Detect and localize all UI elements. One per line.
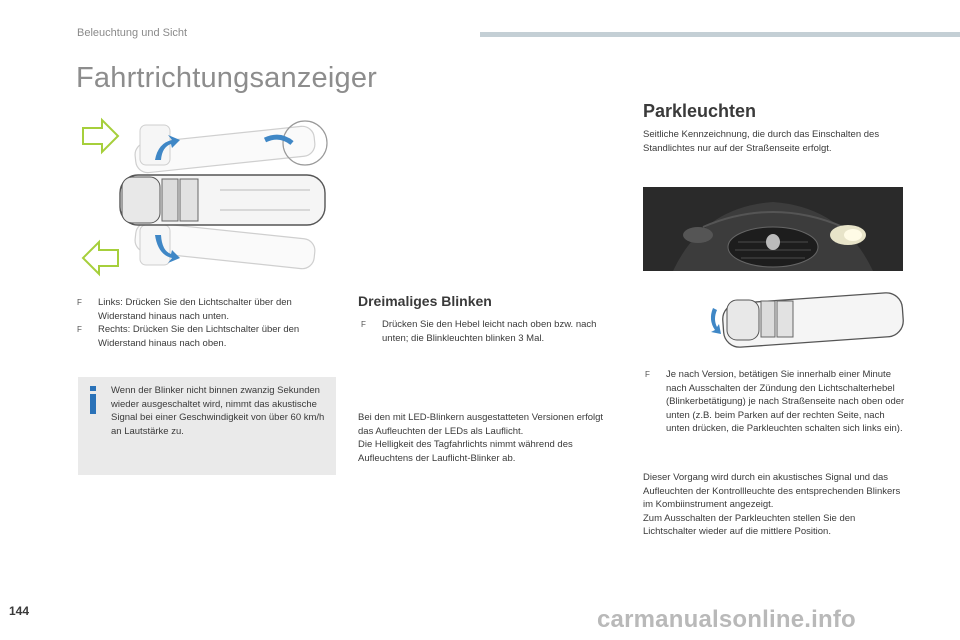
parkleuchten-intro: Seitliche Kennzeichnung, die durch das Einschalten des Standlichtes nur auf der Straßenseite erfolgt.	[643, 129, 880, 154]
list-item: F Rechts: Drücken Sie den Lichtschalter über den Widerstand hinaus nach oben.	[77, 324, 300, 349]
dreimal-bullets	[361, 318, 606, 345]
led-paragraph	[358, 411, 613, 465]
watermark: carmanualsonline.info	[597, 606, 856, 633]
list-item: F Drücken Sie den Hebel leicht nach oben bzw. nach unten; die Blinkleuchten blinken 3 Mal.	[361, 319, 597, 344]
stalk-main	[120, 175, 325, 225]
turn-signal-bullets	[77, 296, 337, 350]
parkleuchten-paragraph-1: Dieser Vorgang wird durch ein akustisches Signal und das Aufleuchten der Kontrollleuchte des entsprechenden Blinkers im Kombiinstrument angezeigt.	[643, 472, 901, 510]
right-arrow-icon	[83, 120, 118, 152]
info-icon	[86, 386, 100, 414]
info-text: Wenn der Blinker nicht binnen zwanzig Sekunden wieder ausgeschaltet wird, nimmt das akustische Signal bei einer Geschwindigkeit von über 60 km/h an Lautstärke zu.	[111, 385, 325, 437]
left-arrow-icon	[83, 242, 118, 274]
car-front-photo	[643, 187, 903, 271]
stalk-small-illustration	[705, 288, 905, 353]
header-bar	[480, 32, 960, 37]
page-title: Fahrtrichtungsanzeiger	[76, 62, 377, 94]
list-item: F Links: Drücken Sie den Lichtschalter über den Widerstand hinaus nach unten.	[77, 297, 292, 322]
led-paragraph-1: Bei den mit LED-Blinkern ausgestatteten Versionen erfolgt das Aufleuchten der LEDs als Lauflicht.	[358, 412, 604, 437]
page-number: 144	[9, 604, 30, 618]
parkleuchten-paragraphs	[643, 471, 905, 539]
parkleuchten-bullets	[645, 368, 905, 436]
down-motion-icon	[711, 308, 721, 334]
parkleuchten-title: Parkleuchten	[643, 101, 757, 121]
list-item: F Je nach Version, betätigen Sie innerhalb einer Minute nach Ausschalten der Zündung den Lichtschalterhebel (Blinkerbetätigung) je nach Straßenseite nach oben oder unten (z.B. beim Parken auf der rechten Seite, nach unten drücken, die Parkleuchten schalten sich links ein).	[645, 369, 905, 434]
dreimal-title: Dreimaliges Blinken	[358, 293, 492, 309]
parkleuchten-paragraph-2: Zum Ausschalten der Parkleuchten stellen Sie den Lichtschalter wieder auf die mittlere Position.	[643, 512, 856, 537]
section-label: Beleuchtung und Sicht	[77, 27, 188, 39]
led-paragraph-2: Die Helligkeit des Tagfahrlichts nimmt während des Aufleuchtens der Lauflicht-Blinker ab.	[358, 439, 573, 464]
stalk-illustration	[80, 115, 340, 280]
info-box	[78, 377, 336, 475]
